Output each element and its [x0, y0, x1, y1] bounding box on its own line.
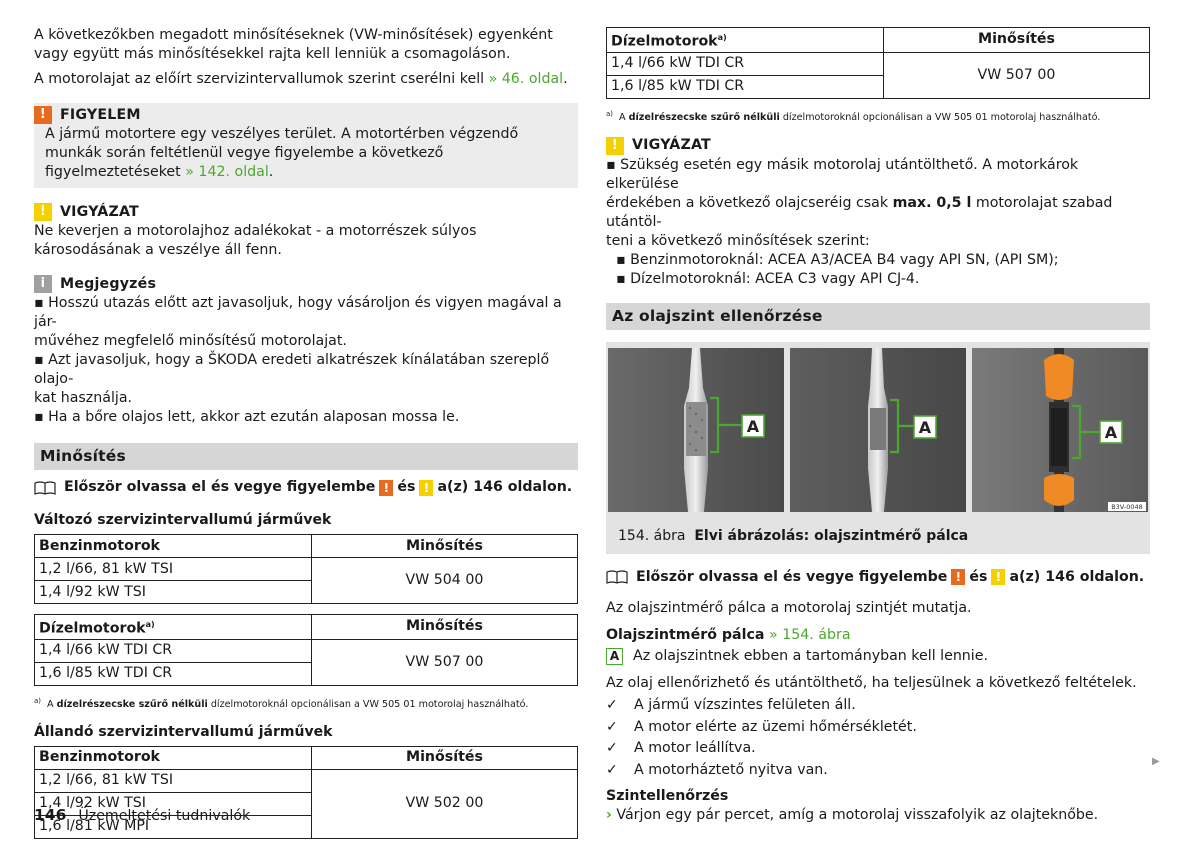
- figure-panel-2: [790, 348, 966, 512]
- book-icon: [34, 481, 56, 495]
- caution-text: Ne keverjen a motorolajhoz adalékokat - a motorrészek súlyos károsodásának a veszélye áll fenn.: [34, 223, 477, 258]
- check-icon: ✓: [606, 718, 618, 735]
- section-title: Minősítés: [34, 443, 578, 470]
- interval-text: A motorolajat az előírt szervizintervallumok szerint cserélni kell: [34, 71, 489, 87]
- caution-subitem: ▪ Benzinmotoroknál: ACEA A3/ACEA B4 vagy API SN, (API SM);: [616, 251, 1059, 268]
- diesel-variable-table: [34, 614, 578, 686]
- note-line: művéhez megfelelő minősítésű motorolajat.: [34, 333, 347, 349]
- table-cell: 1,2 l/66, 81 kW TSI: [35, 769, 312, 792]
- list-item: [606, 759, 1150, 781]
- warning-title: FIGYELEM: [60, 106, 141, 123]
- read-first-text: Először olvassa el és vegye figyelembe: [64, 479, 376, 495]
- caution-block: [34, 202, 578, 260]
- note-line: ▪ Ha a bőre olajos lett, akkor azt ezután alaposan mossa le.: [34, 409, 460, 425]
- table-header: Minősítés: [883, 28, 1149, 53]
- figure-number: 154. ábra: [618, 527, 686, 544]
- read-first-text: Először olvassa el és vegye figyelembe: [636, 568, 948, 585]
- level-check-text: Várjon egy pár percet, amíg a motorolaj visszafolyik az olajteknőbe.: [616, 806, 1099, 823]
- conditions-intro: Az olaj ellenőrizhető és utántölthető, ha teljesülnek a következő feltételek.: [606, 674, 1137, 691]
- section-qualification: [34, 443, 578, 470]
- dipstick-figure: [606, 342, 1150, 518]
- info-icon: i: [34, 275, 52, 293]
- caution-heading: [34, 202, 578, 222]
- caution-icon: !: [991, 569, 1005, 585]
- header-text: Dízelmotorok: [39, 620, 146, 637]
- variable-interval-title: Változó szervizintervallumú járművek: [34, 512, 332, 528]
- condition-text: A motor leállítva.: [634, 740, 756, 757]
- left-column: [34, 26, 578, 839]
- footnote-text: A: [619, 111, 629, 123]
- footnote-text: dízelmotoroknál opcionálisan a VW 505 01 motorolaj használható.: [779, 111, 1101, 123]
- caution-icon: !: [606, 137, 624, 155]
- petrol-variable-table: [34, 534, 578, 604]
- warning-text: [34, 125, 578, 182]
- label-a: A: [1104, 422, 1118, 442]
- warning-icon: !: [34, 106, 52, 124]
- caution-heading: [606, 136, 1150, 156]
- table-header: Minősítés: [311, 615, 577, 640]
- next-page-arrow-icon: ▶: [1152, 756, 1160, 767]
- footnote-mark: a): [717, 33, 727, 42]
- check-icon: ✓: [606, 740, 618, 757]
- figure-code: B3V-0048: [1111, 502, 1143, 511]
- legend-a-text: Az olajszintnek ebben a tartományban kell lennie.: [633, 647, 988, 664]
- section-title: Az olajszint ellenőrzése: [606, 303, 1150, 330]
- table-header: Benzinmotorok: [35, 535, 312, 558]
- caution-icon: !: [419, 480, 433, 496]
- table-header: [607, 28, 884, 53]
- label-a: A: [746, 416, 760, 436]
- conditions-list: [606, 695, 1150, 781]
- caution-icon: !: [34, 203, 52, 221]
- header-text: Dízelmotorok: [611, 33, 718, 50]
- table-cell: 1,6 l/85 kW TDI CR: [607, 75, 884, 98]
- level-check-step: [606, 806, 1150, 825]
- caution-subitem: ▪ Dízelmotoroknál: ACEA C3 vagy API CJ-4.: [616, 270, 920, 287]
- step-arrow-icon: ›: [606, 806, 612, 823]
- condition-text: A jármű vízszintes felületen áll.: [634, 697, 856, 714]
- condition-text: A motorháztető nyitva van.: [634, 761, 828, 778]
- interval-paragraph: [34, 70, 578, 89]
- caution-line: ▪ Szükség esetén egy másik motorolaj utántölthető. A motorkárok elkerülése: [606, 156, 1079, 192]
- page-number: 146: [34, 806, 67, 824]
- check-icon: ✓: [606, 761, 618, 778]
- note-line: ▪ Hosszú utazás előtt azt javasoljuk, hogy vásároljon és vigyen magával a jár-: [34, 295, 562, 330]
- footnote-text: dízelmotoroknál opcionálisan a VW 505 01 motorolaj használható.: [207, 698, 529, 710]
- footnote-text: A: [47, 698, 57, 710]
- page-142-link[interactable]: » 142. oldal: [185, 164, 269, 180]
- section-oil-level: [606, 303, 1150, 330]
- footnote-mark: a): [606, 109, 614, 118]
- footnote: [606, 108, 1150, 124]
- note-title: Megjegyzés: [60, 275, 157, 292]
- diesel-fixed-table: [606, 27, 1150, 99]
- warning-body: A jármű motortere egy veszélyes terület. A motortérben végzendő munkák során feltétlenül vegye figyelembe a következő figyelmeztetéseket: [45, 126, 519, 180]
- page-footer: [34, 806, 250, 826]
- caution-title: VIGYÁZAT: [60, 203, 139, 220]
- footnote-mark: a): [34, 696, 42, 705]
- dipstick-illustration: [790, 348, 966, 512]
- read-first-page: a(z) 146 oldalon.: [437, 479, 573, 495]
- table-cell: 1,6 l/85 kW TDI CR: [35, 662, 312, 685]
- intro-paragraph: A következőkben megadott minősítéseknek (VW-minősítések) egyenként vagy együtt más minősítésekkel rajta kell lenniük a csomagoláson.: [34, 27, 553, 62]
- caution-title: VIGYÁZAT: [632, 137, 711, 154]
- and-text: és: [397, 479, 416, 495]
- figure-caption: [606, 518, 1150, 554]
- dipstick-illustration: [608, 348, 784, 512]
- right-column: [606, 26, 1150, 825]
- condition-text: A motor elérte az üzemi hőmérsékletét.: [634, 718, 917, 735]
- caution-text: érdekében a következő olajcseréig csak: [606, 194, 893, 211]
- dipstick-label: Olajszintmérő pálca: [606, 626, 765, 643]
- period: .: [563, 71, 568, 87]
- table-cell: VW 507 00: [311, 639, 577, 685]
- note-heading: [34, 274, 578, 294]
- table-header: Minősítés: [311, 535, 577, 558]
- list-item: [606, 695, 1150, 717]
- read-first-page: a(z) 146 oldalon.: [1009, 568, 1145, 585]
- note-line: ▪ Azt javasoljuk, hogy a ŠKODA eredeti alkatrészek kínálatában szereplő olajo-: [34, 352, 550, 387]
- footnote-bold: dízelrészecske szűrő nélküli: [628, 111, 780, 123]
- table-cell: VW 502 00: [311, 769, 577, 838]
- table-cell: 1,2 l/66, 81 kW TSI: [35, 558, 312, 581]
- caution-line: [606, 194, 1150, 232]
- check-icon: ✓: [606, 697, 618, 714]
- book-icon: [606, 570, 628, 584]
- period: .: [268, 164, 274, 180]
- chapter-title: Üzemeltetési tudnivalók: [78, 808, 251, 824]
- dipstick-ref: [606, 626, 1150, 645]
- footnote-bold: dízelrészecske szűrő nélküli: [56, 698, 208, 710]
- figure-panel-1: [608, 348, 784, 512]
- fixed-interval-title: Állandó szervizintervallumú járművek: [34, 723, 333, 740]
- read-first-line: [34, 478, 578, 497]
- table-header: Minősítés: [311, 746, 577, 769]
- legend-a-box: A: [606, 648, 623, 665]
- and-text: és: [969, 568, 988, 585]
- table-cell: 1,4 l/66 kW TDI CR: [35, 639, 312, 662]
- table-header: [35, 615, 312, 640]
- table-cell: VW 507 00: [883, 52, 1149, 98]
- table-cell: 1,4 l/92 kW TSI: [35, 792, 312, 815]
- figure-panel-3: [972, 348, 1148, 512]
- table-cell: 1,4 l/66 kW TDI CR: [607, 52, 884, 75]
- dipstick-illustration: [972, 348, 1148, 512]
- figure-title: Elvi ábrázolás: olajszintmérő pálca: [694, 527, 969, 544]
- list-item: [606, 716, 1150, 738]
- caution-bold: max. 0,5 l: [892, 194, 972, 211]
- table-cell: VW 504 00: [311, 558, 577, 604]
- warning-box: [34, 103, 578, 188]
- warning-icon: !: [951, 569, 965, 585]
- label-a: A: [918, 417, 932, 437]
- footnote: [34, 695, 578, 711]
- figure-154-link[interactable]: » 154. ábra: [769, 626, 851, 643]
- read-first-line: [606, 568, 1150, 587]
- warning-heading: [34, 105, 578, 125]
- level-check-title: Szintellenőrzés: [606, 787, 729, 804]
- page-46-link[interactable]: » 46. oldal: [488, 71, 564, 87]
- note-block: [34, 274, 578, 427]
- table-cell: 1,6 l/81 kW MPI: [35, 815, 312, 838]
- dipstick-intro: Az olajszintmérő pálca a motorolaj szintjét mutatja.: [606, 599, 972, 616]
- caution-block-right: [606, 136, 1150, 289]
- warning-icon: !: [379, 480, 393, 496]
- list-item: [606, 738, 1150, 760]
- legend-a: [606, 647, 1150, 666]
- table-header: Benzinmotorok: [35, 746, 312, 769]
- note-line: kat használja.: [34, 390, 133, 406]
- table-cell: 1,4 l/92 kW TSI: [35, 581, 312, 604]
- caution-line: teni a következő minősítések szerint:: [606, 232, 870, 249]
- caution-text: motorolajat szabad utántöl-: [606, 194, 1113, 230]
- footnote-mark: a): [145, 620, 155, 629]
